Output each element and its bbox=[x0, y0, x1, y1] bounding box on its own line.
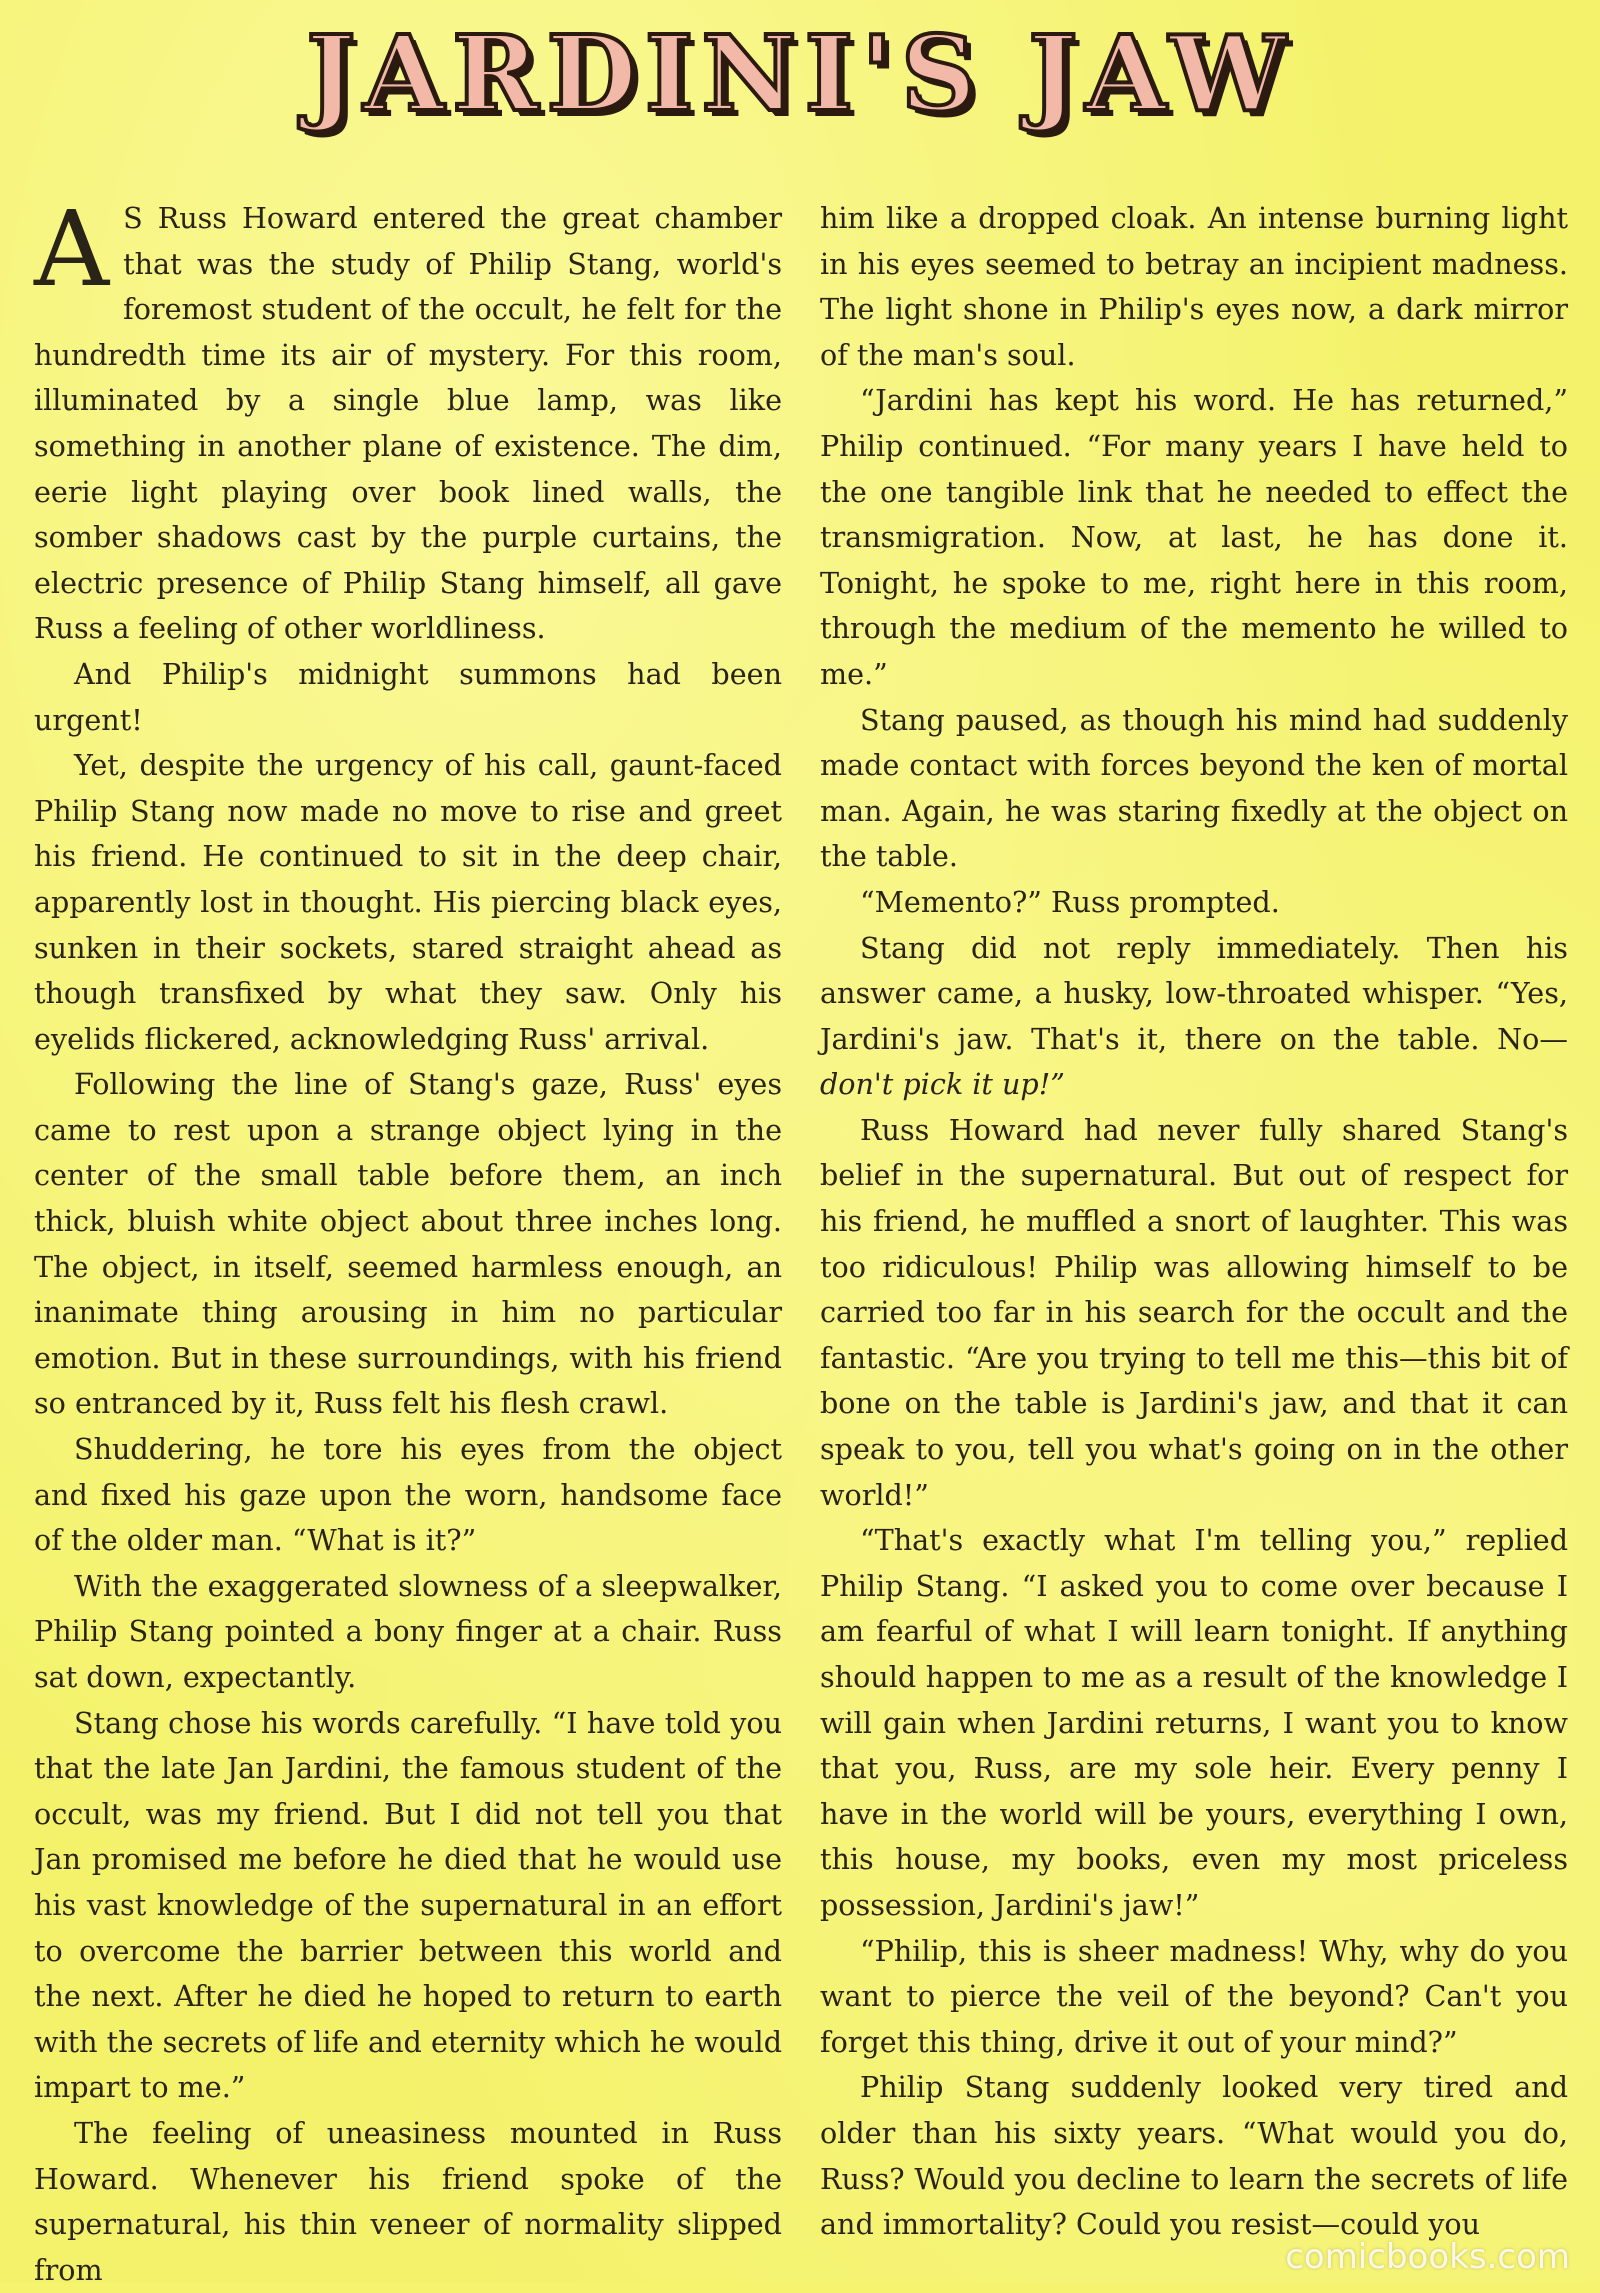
paragraph: “Philip, this is sheer madness! Why, why do you want to pierce the veil of the beyond? Can't you forget this thing, drive it out of your mind?” bbox=[820, 1933, 1568, 2059]
story-title: JARDINI'S JAW bbox=[306, 12, 1294, 135]
paragraph: Russ Howard had never fully shared Stang's belief in the supernatural. But out of respect for his friend, he muffled a snort of laughter. This was too ridiculous! Philip was allowing himself to be carried too far in his search for the occult and the fantastic. “Are you trying to tell me this—this bit of bone on the table is Jardini's jaw, and that it can speak to you, tell you what's going on in the other world!” bbox=[820, 1112, 1568, 1512]
paragraph: Yet, despite the urgency of his call, gaunt-faced Philip Stang now made no move to rise and greet his friend. He continued to sit in the deep chair, apparently lost in thought. His piercing black eyes, sunken in their sockets, stared straight ahead as though transfixed by what they saw. Only his eyelids flickered, acknowledging Russ' arrival. bbox=[34, 748, 782, 1056]
paragraph-text: Stang did not reply immediately. Then his answer came, a husky, low-throated whisper. “Yes, Jardini's jaw. That's it, there on the table. No— bbox=[820, 930, 1568, 1056]
paragraph bbox=[34, 188, 782, 652]
paragraph: Following the line of Stang's gaze, Russ' eyes came to rest upon a strange object lying in the center of the small table before them, an inch thick, bluish white object about three inches long. The object, in itself, seemed harmless enough, an inanimate thing arousing in him no particular emotion. But in these surroundings, with his friend so entranced by it, Russ felt his flesh crawl. bbox=[34, 1067, 782, 1421]
italic-text: don't pick it up!” bbox=[820, 1067, 1065, 1102]
paragraph: Philip Stang suddenly looked very tired and older than his sixty years. “What would you do, Russ? Would you decline to learn the secrets of life and immortality? Could you resist—could you bbox=[820, 2070, 1568, 2242]
paragraph: Shuddering, he tore his eyes from the object and fixed his gaze upon the worn, handsome face of the older man. “What is it?” bbox=[34, 1432, 782, 1558]
paragraph: “That's exactly what I'm telling you,” replied Philip Stang. “I asked you to come over because I am fearful of what I will learn tonight. If anything should happen to me as a result of the knowledge I will gain when Jardini returns, I want you to know that you, Russ, are my sole heir. Every penny I have in the world will be yours, everything I own, this house, my books, even my most priceless possession, Jardini's jaw!” bbox=[820, 1523, 1568, 1922]
paragraph: “Memento?” Russ prompted. bbox=[860, 884, 1280, 919]
paragraph: him like a dropped cloak. An intense burning light in his eyes seemed to betray an incipient madness. The light shone in Philip's eyes now, a dark mirror of the man's soul. bbox=[820, 201, 1568, 372]
right-column bbox=[820, 196, 1568, 2248]
watermark: comicbooks.com bbox=[1285, 2237, 1570, 2277]
paragraph: “Jardini has kept his word. He has returned,” Philip continued. “For many years I have held to the one tangible link that he needed to effect the transmigration. Now, at last, he has done it. Tonight, he spoke to me, right here in this room, through the medium of the memento he willed to me.” bbox=[820, 383, 1568, 691]
left-column bbox=[34, 188, 782, 2293]
paragraph: Stang paused, as though his mind had suddenly made contact with forces beyond the ken of mortal man. Again, he was staring fixedly at the object on the table. bbox=[820, 702, 1568, 874]
paragraph-text: S Russ Howard entered the great chamber that was the study of Philip Stang, world's foremost student of the occult, he felt for the hundredth time its air of mystery. For this room, illuminated by a single blue lamp, was like something in another plane of existence. The dim, eerie light playing over book lined walls, the somber shadows cast by the purple curtains, the electric presence of Philip Stang himself, all gave Russ a feeling of other worldliness. bbox=[34, 201, 782, 646]
paragraph: Stang chose his words carefully. “I have told you that the late Jan Jardini, the famous student of the occult, was my friend. But I did not tell you that Jan promised me before he died that he would use his vast knowledge of the supernatural in an effort to overcome the barrier between this world and the next. After he died he hoped to return to earth with the secrets of life and eternity which he would impart to me.” bbox=[34, 1705, 782, 2105]
paragraph: With the exaggerated slowness of a sleepwalker, Philip Stang pointed a bony finger at a chair. Russ sat down, expectantly. bbox=[34, 1568, 782, 1694]
paragraph: And Philip's midnight summons had been urgent! bbox=[34, 656, 782, 737]
drop-cap: A bbox=[34, 188, 110, 310]
paragraph: The feeling of uneasiness mounted in Russ Howard. Whenever his friend spoke of the supernatural, his thin veneer of normality slipped from bbox=[34, 2115, 782, 2287]
paragraph bbox=[820, 926, 1568, 1108]
